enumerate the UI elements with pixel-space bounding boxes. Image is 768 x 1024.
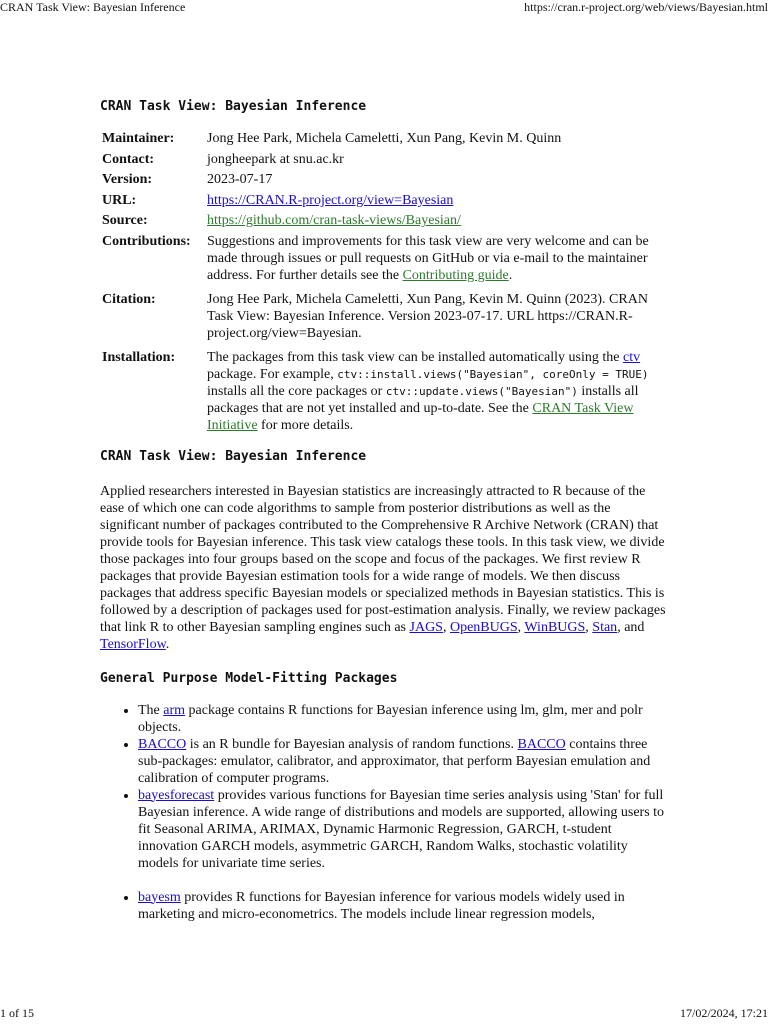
installation-value	[207, 349, 667, 438]
install-text-1: The packages from this task view can be installed automatically using the	[207, 349, 620, 365]
intro-text: Applied researchers interested in Bayesian statistics are increasingly attracted to R because of the ease of which one can code algorithms to sample from posterior distributions as well as the significant number of packages contributed to the Comprehensive R Archive Network (CRAN) that provide tools for Bayesian inference. This task view catalogs these tools. In this task view, we divide those packages into four groups based on the scope and focus of the packages. We first review R packages that provide Bayesian estimation tools for a wide range of models. We then discuss packages that address specific Bayesian models or specialized methods in Bayesian statistics. This is followed by a description of packages used for post-estimation analysis. Finally, we review packages that link R to other Bayesian sampling engines such as	[100, 483, 666, 635]
list-item	[138, 736, 668, 787]
openbugs-link[interactable]: OpenBUGS	[449, 619, 518, 635]
list-item	[138, 787, 668, 872]
winbugs-link[interactable]: WinBUGS	[524, 619, 586, 635]
print-header	[0, 0, 768, 16]
print-footer	[0, 1006, 768, 1024]
page-content	[100, 98, 668, 923]
contact-value: jongheepark at snu.ac.kr	[207, 151, 344, 167]
version-value: 2023-07-17	[207, 172, 273, 188]
install-text-2: package. For example,	[207, 366, 334, 382]
install-text-3: installs all the core packages or	[207, 383, 383, 399]
stan-link[interactable]: Stan	[592, 619, 618, 635]
bayesforecast-link[interactable]: bayesforecast	[138, 787, 215, 803]
page-number: 1 of 15	[0, 1006, 34, 1020]
meta-row-citation	[102, 291, 667, 349]
version-label: Version:	[102, 172, 153, 188]
meta-row-maintainer	[102, 130, 667, 151]
source-label: Source:	[102, 213, 148, 229]
install-text-5: for more details.	[261, 417, 354, 433]
meta-row-installation	[102, 349, 667, 438]
pkg-desc: provides various functions for Bayesian time series analysis using 'Stan' for full Bayesian inference. A wide range of distributions and models are supported, allowing users to fit Seasonal ARIMA, ARIMAX, Dynamic Harmonic Regression, GARCH, t-student innovation GARCH models, asymmetric GARCH, Random Walks, stochastic volatility models for univariate time series.	[138, 787, 665, 871]
source-link[interactable]: https://github.com/cran-task-views/Bayesian/	[207, 213, 461, 229]
intro-and: , and	[617, 619, 645, 635]
ctv-link[interactable]: ctv	[623, 349, 641, 365]
list-item	[138, 702, 668, 736]
section-title-overview: CRAN Task View: Bayesian Inference	[100, 448, 367, 464]
install-code-core: ctv::install.views("Bayesian", coreOnly = TRUE)	[337, 367, 649, 381]
pkg-desc: package contains R functions for Bayesian inference using lm, glm, mer and polr objects.	[138, 702, 643, 735]
contributions-value	[207, 233, 667, 291]
meta-row-url	[102, 192, 667, 213]
metadata-table	[102, 130, 667, 438]
bacco-link[interactable]: BACCO	[138, 736, 187, 752]
bacco-link-2[interactable]: BACCO	[517, 736, 566, 752]
citation-value: Jong Hee Park, Michela Cameletti, Xun Pang, Kevin M. Quinn (2023). CRAN Task View: Bayesian Inference. Version 2023-07-17. URL https://CRAN.R-project.org/view=Bayesian.	[207, 291, 648, 341]
install-text-4: installs all packages that are not yet installed and up-to-date. See the	[207, 383, 639, 416]
installation-label: Installation:	[102, 349, 176, 365]
contributing-guide-link[interactable]: Contributing guide	[402, 267, 509, 283]
maintainer-label: Maintainer:	[102, 131, 175, 146]
intro-paragraph: Applied researchers interested in Bayesian statistics are increasingly attracted to R because of the ease of which one can code algorithms to sample from posterior distributions as well as the significant number of packages contributed to the Comprehensive R Archive Network (CRAN) that provide tools for Bayesian inference. This task view catalogs these tools. In this task view, we divide those packages into four groups based on the scope and focus of the packages. We first review R packages that provide Bayesian estimation tools for a wide range of models. We then discuss packages that address specific Bayesian models or specialized methods in Bayesian statistics. This is followed by a description of packages used for post-estimation analysis. Finally, we review packages that link R to other Bayesian sampling engines such as JAGS, OpenBUGS, WinBUGS, Stan, and TensorFlow.	[100, 483, 666, 652]
pkg-pre: The	[138, 702, 160, 718]
contributions-text: Suggestions and improvements for this task view are very welcome and can be made through issues or pull requests on GitHub or via e-mail to the maintainer address. For further details see the	[207, 233, 649, 283]
meta-row-version	[102, 171, 667, 192]
install-code-update: ctv::update.views("Bayesian")	[385, 384, 578, 398]
arm-link[interactable]: arm	[163, 702, 186, 718]
pkg-desc-2: contains three sub-packages: emulator, calibrator, and approximator, that perform Bayesian emulation and calibration of computer programs.	[138, 736, 651, 786]
contributions-label: Contributions:	[102, 233, 191, 249]
print-header-title: CRAN Task View: Bayesian Inference	[0, 0, 186, 14]
pkg-desc: is an R bundle for Bayesian analysis of random functions.	[189, 736, 515, 752]
jags-link[interactable]: JAGS	[409, 619, 443, 635]
package-list	[100, 702, 668, 923]
url-link[interactable]: https://CRAN.R-project.org/view=Bayesian	[207, 192, 454, 208]
url-label: URL:	[102, 192, 137, 208]
tensorflow-link[interactable]: TensorFlow	[100, 636, 166, 652]
intro-end: .	[165, 636, 170, 652]
contact-label: Contact:	[102, 151, 155, 167]
page-title: CRAN Task View: Bayesian Inference	[100, 99, 367, 114]
print-timestamp: 17/02/2024, 17:21	[679, 1006, 768, 1020]
meta-row-contact	[102, 151, 667, 172]
contributions-end: .	[508, 267, 513, 283]
pkg-desc: provides R functions for Bayesian inference for various models widely used in marketing and micro-econometrics. The models include linear regression models,	[138, 889, 625, 922]
citation-label: Citation:	[102, 291, 156, 307]
section-title-general-purpose: General Purpose Model-Fitting Packages	[100, 670, 398, 686]
task-view-initiative-link[interactable]: CRAN Task View Initiative	[207, 400, 634, 433]
list-item	[138, 889, 668, 923]
meta-row-contributions	[102, 233, 667, 291]
meta-row-source	[102, 212, 667, 233]
bayesm-link[interactable]: bayesm	[138, 889, 181, 905]
maintainer-value: Jong Hee Park, Michela Cameletti, Xun Pang, Kevin M. Quinn	[207, 131, 562, 146]
print-header-url: https://cran.r-project.org/web/views/Bayesian.html	[524, 0, 768, 14]
